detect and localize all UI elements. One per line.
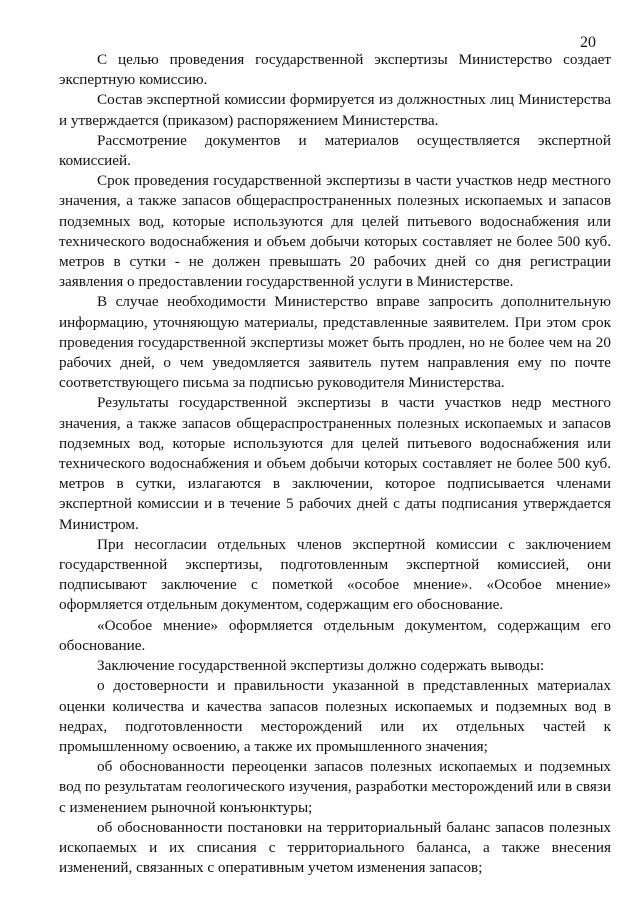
paragraph-expertise-term: Срок проведения государственной экспертизы в части участков недр местного значения, а также запасов общераспространенных полезных ископаемых и запасов подземных вод, которые используются для целей питьевого водоснабжения или технического водоснабжения и объем добычи которых составляет не более 500 куб. метров в сутки - не должен превышать 20 рабочих дней со дня регистрации заявления о предоставлении государственной услуги в Министерстве. (59, 172, 611, 291)
paragraph-conclusion-balance: об обоснованности постановки на территориальный баланс запасов полезных ископаемых и их списания с территориального баланса, а также внесения изменений, связанных с оперативным учетом изменения запасов; (59, 818, 611, 877)
document-body (59, 50, 611, 878)
paragraph-disagreement: При несогласии отдельных членов экспертной комиссии с заключением государственной экспертизы, подготовленным экспертной комиссией, они подписывают заключение с пометкой «особое мнение». «Особое мнение» оформляется отдельным документом, содержащим его обоснование. (59, 535, 611, 614)
paragraph-conclusion-reliability: о достоверности и правильности указанной в представленных материалах оценки количества и качества запасов полезных ископаемых и подземных вод в недрах, подготовленности месторождений или их отдельных частей к промышленному освоению, а также их промышленного значения; (59, 677, 611, 755)
paragraph-commission-composition: Состав экспертной комиссии формируется из должностных лиц Министерства и утверждается (приказом) распоряжением Министерства. (59, 91, 611, 129)
paragraph-special-opinion: «Особое мнение» оформляется отдельным документом, содержащим его обоснование. (59, 616, 611, 654)
paragraph-review: Рассмотрение документов и материалов осуществляется экспертной комиссией. (59, 131, 611, 170)
page-number: 20 (580, 34, 596, 51)
paragraph-conclusions-intro: Заключение государственной экспертизы должно содержать выводы: (97, 657, 545, 675)
paragraph-additional-info: В случае необходимости Министерство вправе запросить дополнительную информацию, уточняющую материалы, представленные заявителем. При этом срок проведения государственной экспертизы может быть продлен, но не более чем на 20 рабочих дней, о чем уведомляется заявитель путем направления ему по почте соответствующего письма за подписью руководителя Министерства. (59, 293, 611, 392)
paragraph-expert-commission: С целью проведения государственной экспертизы Министерство создает экспертную комиссию. (59, 51, 611, 89)
paragraph-conclusion-reassessment: об обоснованности переоценки запасов полезных ископаемых и подземных вод по результатам геологического изучения, разработки месторождений или в связи с изменением рыночной конъюнктуры; (59, 758, 611, 816)
paragraph-results: Результаты государственной экспертизы в части участков недр местного значения, а также запасов общераспространенных полезных ископаемых и запасов подземных вод, которые используются для целей питьевого водоснабжения или технического водоснабжения и объем добычи которых составляет не более 500 куб. метров в сутки, излагаются в заключении, которое подписывается членами экспертной комиссии и в течение 5 рабочих дней с даты подписания утверждается Министром. (59, 394, 611, 533)
